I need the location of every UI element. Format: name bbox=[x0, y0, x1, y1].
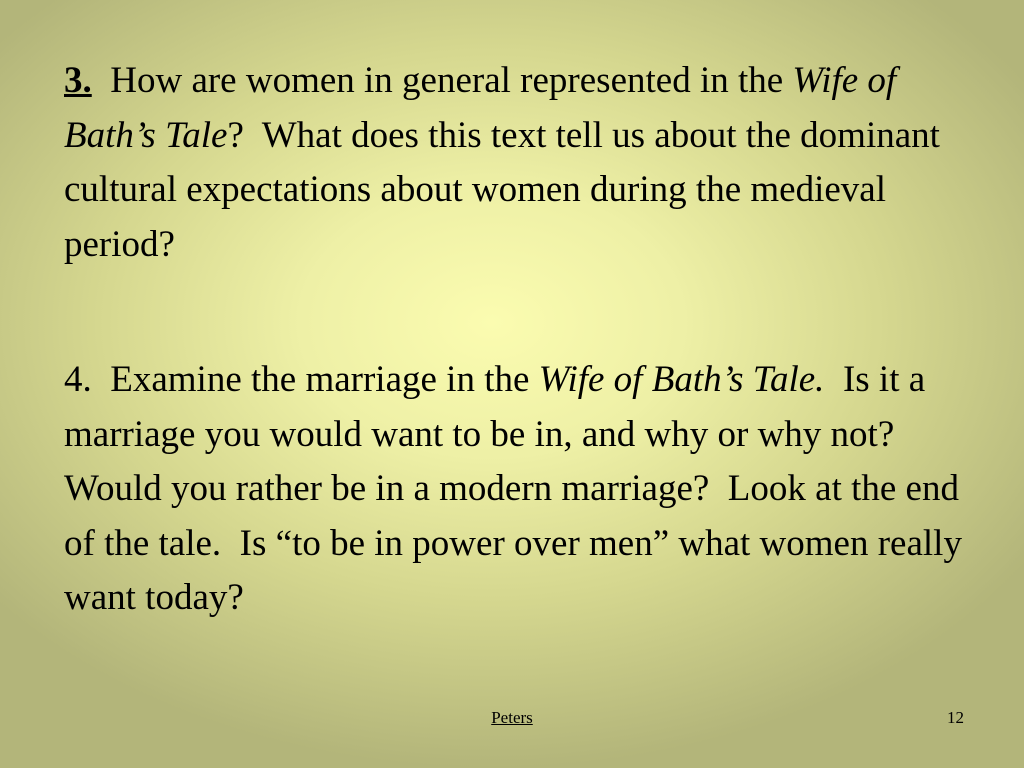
question-3-title-reference: Wife of Bath’s Tale bbox=[64, 60, 897, 156]
question-4-text-b: Is it a marriage you would want to be in, and why or why not? Would you rather be in a modern marriage? Look at the end of the tale. Is “to be in power over men” what women really want today? bbox=[64, 359, 972, 618]
slide-body bbox=[64, 54, 974, 626]
footer-page-number: 12 bbox=[947, 708, 964, 727]
question-3-text-b: ? What does this text tell us about the dominant cultural expectations about women during the medieval period? bbox=[64, 114, 950, 265]
footer-author: Peters bbox=[491, 708, 533, 727]
question-3-gap bbox=[92, 60, 111, 101]
question-4-text-a: 4. Examine the marriage in the bbox=[64, 359, 539, 400]
question-3 bbox=[64, 54, 974, 272]
question-3-number: 3. bbox=[64, 60, 92, 101]
question-4 bbox=[64, 353, 974, 626]
question-3-text-a: How are women in general represented in the bbox=[110, 60, 793, 101]
question-4-title-reference: Wife of Bath’s Tale. bbox=[538, 359, 825, 400]
